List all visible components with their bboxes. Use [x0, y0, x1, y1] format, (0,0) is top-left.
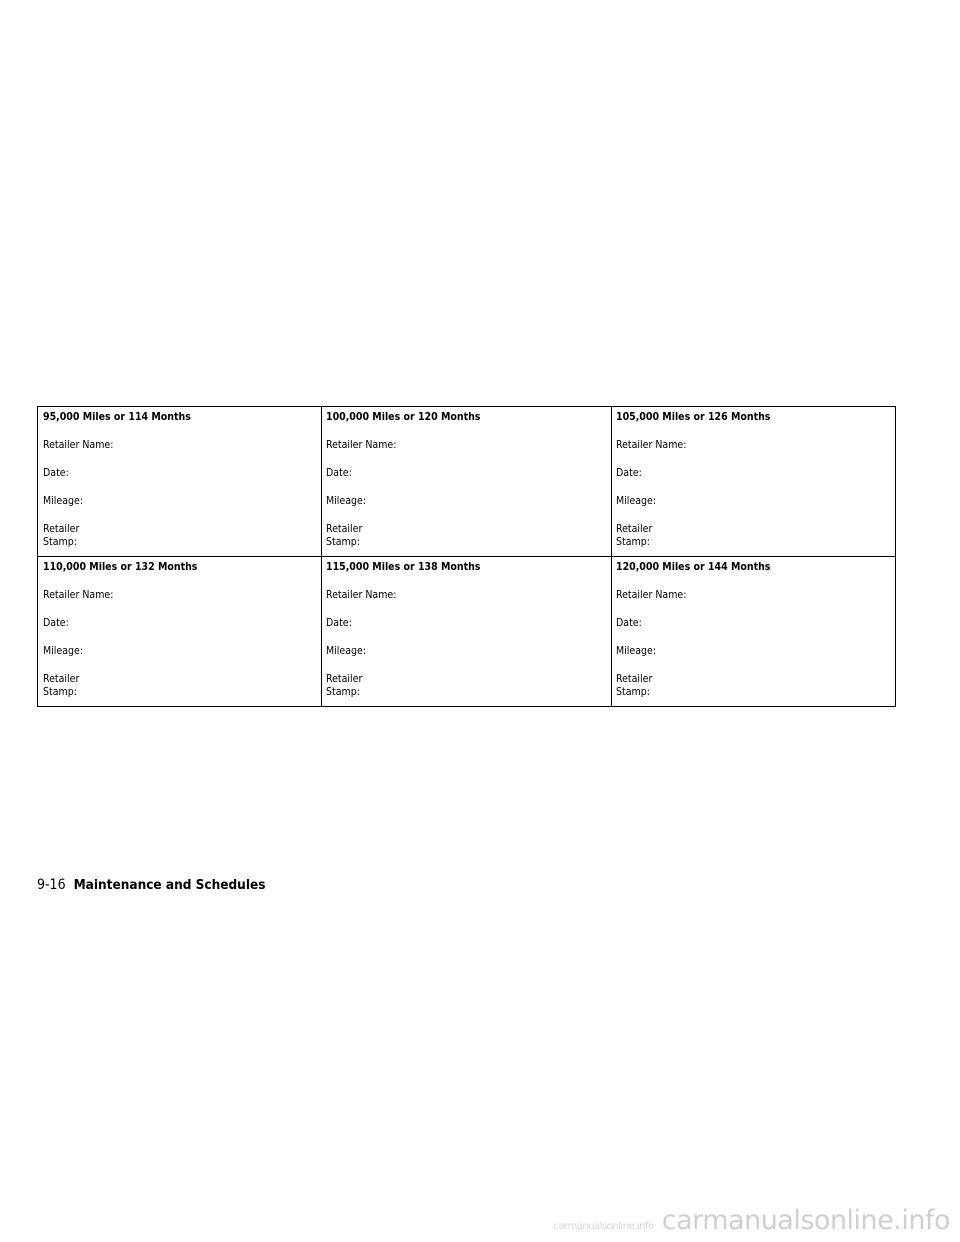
retailer-stamp-label-line1: Retailer	[616, 523, 653, 535]
retailer-stamp-label-line2: Stamp:	[43, 686, 77, 698]
record-cell	[38, 557, 322, 707]
watermark-small-text: carmanualsonline.info	[553, 1221, 654, 1232]
service-interval: 95,000 Miles or 114 Months	[43, 411, 191, 423]
date-label: Date:	[616, 467, 642, 479]
mileage-label: Mileage:	[326, 495, 367, 507]
service-interval: 105,000 Miles or 126 Months	[616, 411, 771, 423]
retailer-stamp-label-line1: Retailer	[43, 673, 80, 685]
record-cell	[38, 407, 322, 557]
retailer-name-label: Retailer Name:	[616, 439, 687, 451]
retailer-stamp-label-line2: Stamp:	[616, 536, 650, 548]
retailer-name-label: Retailer Name:	[43, 589, 114, 601]
retailer-name-label: Retailer Name:	[326, 589, 397, 601]
date-label: Date:	[43, 617, 69, 629]
mileage-label: Mileage:	[616, 645, 657, 657]
maintenance-record-table	[37, 406, 896, 707]
date-label: Date:	[326, 617, 352, 629]
watermark-text: carmanualsonline.info	[661, 1205, 950, 1236]
page-footer	[37, 876, 265, 894]
retailer-stamp-label-line1: Retailer	[326, 523, 363, 535]
record-cell	[322, 557, 612, 707]
mileage-label: Mileage:	[43, 645, 84, 657]
service-interval: 115,000 Miles or 138 Months	[326, 561, 481, 573]
retailer-name-label: Retailer Name:	[326, 439, 397, 451]
record-row	[38, 407, 896, 557]
date-label: Date:	[616, 617, 642, 629]
retailer-stamp-label-line2: Stamp:	[43, 536, 77, 548]
record-cell	[612, 557, 896, 707]
mileage-label: Mileage:	[326, 645, 367, 657]
watermark	[553, 1206, 950, 1242]
section-title: Maintenance and Schedules	[73, 877, 266, 893]
record-cell	[322, 407, 612, 557]
service-interval: 120,000 Miles or 144 Months	[616, 561, 771, 573]
mileage-label: Mileage:	[616, 495, 657, 507]
page-number: 9-16	[37, 877, 66, 893]
date-label: Date:	[43, 467, 69, 479]
service-interval: 100,000 Miles or 120 Months	[326, 411, 481, 423]
record-cell	[612, 407, 896, 557]
retailer-name-label: Retailer Name:	[43, 439, 114, 451]
retailer-stamp-label-line1: Retailer	[616, 673, 653, 685]
retailer-stamp-label-line1: Retailer	[43, 523, 80, 535]
record-row	[38, 557, 896, 707]
service-interval: 110,000 Miles or 132 Months	[43, 561, 198, 573]
mileage-label: Mileage:	[43, 495, 84, 507]
retailer-stamp-label-line2: Stamp:	[326, 686, 360, 698]
retailer-stamp-label-line2: Stamp:	[326, 536, 360, 548]
retailer-stamp-label-line2: Stamp:	[616, 686, 650, 698]
retailer-stamp-label-line1: Retailer	[326, 673, 363, 685]
date-label: Date:	[326, 467, 352, 479]
retailer-name-label: Retailer Name:	[616, 589, 687, 601]
